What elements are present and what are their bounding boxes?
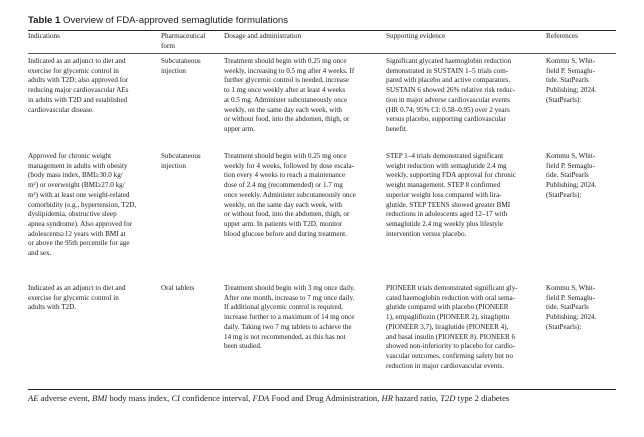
cell-indications: Approved for chronic weight management in adults with obesity (body mass index, BMI≥30.0 kg/ m²) or overweight (BMI≥27.0 kg/ m²) with at least one weight-related comorbidity (e.g., hypertension, T2D, dyslipidemia, obstructive sleep apnea syndrome). Also approved for adolescents≥12 years with BMI at or above the 95th percentile for age and sex. [28,152,137,258]
cell-references: Kommu S, Whit- field P. Semaglu- tide. StatPearls Publishing; 2024. (StatPearls): [546,152,597,199]
cell-dosage: Treatment should begin with 0.25 mg once weekly for 4 weeks, followed by dose escala- tion every 4 weeks to reach a maintenance dose of 2.4 mg (recommended) or 1.7 mg once weekly. Administer subcutaneously once weekly, on the same day each week, with or without food, into the abdomen, thigh, or upper arm. In patients with T2D, monitor blood glucose before and during treatment. [224,152,356,238]
header-evidence: Supporting evidence [386,32,446,40]
footnote-abbr: FDA [252,393,270,403]
footnote-abbr: AE [28,393,39,403]
bottom-rule [28,389,616,390]
cell-indications: Indicated as an adjunct to diet and exercise for glycemic control in adults with T2D. [28,284,126,312]
footnote-text: adverse event, [38,393,92,403]
cell-references: Kommu S, Whit- field P. Semaglu- tide. StatPearls Publishing; 2024. (StatPearls): [546,284,597,331]
footnote-text: confidence interval, [180,393,253,403]
footnote-text: type 2 diabetes [455,393,510,403]
cell-evidence: PIONEER trials demonstrated significant gly- cated haemoglobin reduction with oral sema- glutide compared with placebo (PIONEER 1), empagliflozin (PIONEER 2), sitagliptin (PIONEER 3,7), liraglutide (PIONEER 4), and basal insulin (PIONEER 8). PIONEER 6 showed non-inferiority to placebo for cardio- vascular outcomes, confirming safety but no reduction in major cardiovascular events. [386,284,518,370]
cell-references: Kommu S, Whit- field P. Semaglu- tide. StatPearls Publishing; 2024. (StatPearls): [546,57,597,104]
cell-form: Oral tablets [161,284,195,292]
cell-indications: Indicated as an adjunct to diet and exercise for glycemic control in adults with T2D; also approved for reducing major cardiovascular AEs in adults with T2D and established cardiovascular disease. [28,57,129,114]
table-footnote [28,393,509,403]
header-indications: Indications [28,32,60,40]
footnote-text: body mass index, [107,393,172,403]
footnote-text: hazard ratio, [392,393,441,403]
footnote-abbr: T2D [440,393,456,403]
header-references: References [546,32,578,40]
footnote-abbr: HR [381,393,393,403]
table-caption [28,15,288,26]
table-title: Overview of FDA-approved semaglutide formulations [63,15,289,26]
footnote-abbr: CI [171,393,181,403]
cell-form: Subcutaneous injection [161,57,201,75]
cell-dosage: Treatment should begin with 3 mg once daily. After one month, increase to 7 mg once daily. If additional glycemic control is required, increase further to a maximum of 14 mg once daily. Taking two 7 mg tablets to achieve the 14 mg is not recommended, as this has not been studied. [224,284,355,351]
footnote-abbr: BMI [91,393,108,403]
header-form: Pharmaceutical form [161,32,206,50]
cell-evidence: STEP 1–4 trials demonstrated significant weight reduction with semaglutide 2.4 mg weekly, supporting FDA approval for chronic weight management. STEP 8 confirmed superior weight loss compared with lira- glutide. STEP TEENS showed greater BMI reductions in adolescents aged 12–17 with semaglutide 2.4 mg weekly plus lifestyle intervention versus placebo. [386,152,517,238]
header-dosage: Dosage and administration [224,32,302,40]
top-rule [28,30,616,31]
footnote-text: Food and Drug Administration, [269,393,382,403]
header-rule [28,53,616,54]
cell-form: Subcutaneous injection [161,152,201,170]
cell-dosage: Treatment should begin with 0.25 mg once weekly, increasing to 0.5 mg after 4 weeks. If further glycemic control is needed, increase to 1 mg once weekly after at least 4 weeks at 0.5 mg. Administer subcutaneously once weekly, on the same day each week, with or without food, into the abdomen, thigh, or upper arm. [224,57,355,133]
cell-evidence: Significant glycated haemoglobin reduction demonstrated in SUSTAIN 1–5 trials com- pared with placebo and active comparators. SUSTAIN 6 showed 26% relative risk reduc- tion in major adverse cardiovascular events (HR 0.74; 95% CI: 0.58–0.95) over 2 years versus placebo, supporting cardiovascular benefit. [386,57,516,133]
table-label: Table 1 [28,15,61,26]
